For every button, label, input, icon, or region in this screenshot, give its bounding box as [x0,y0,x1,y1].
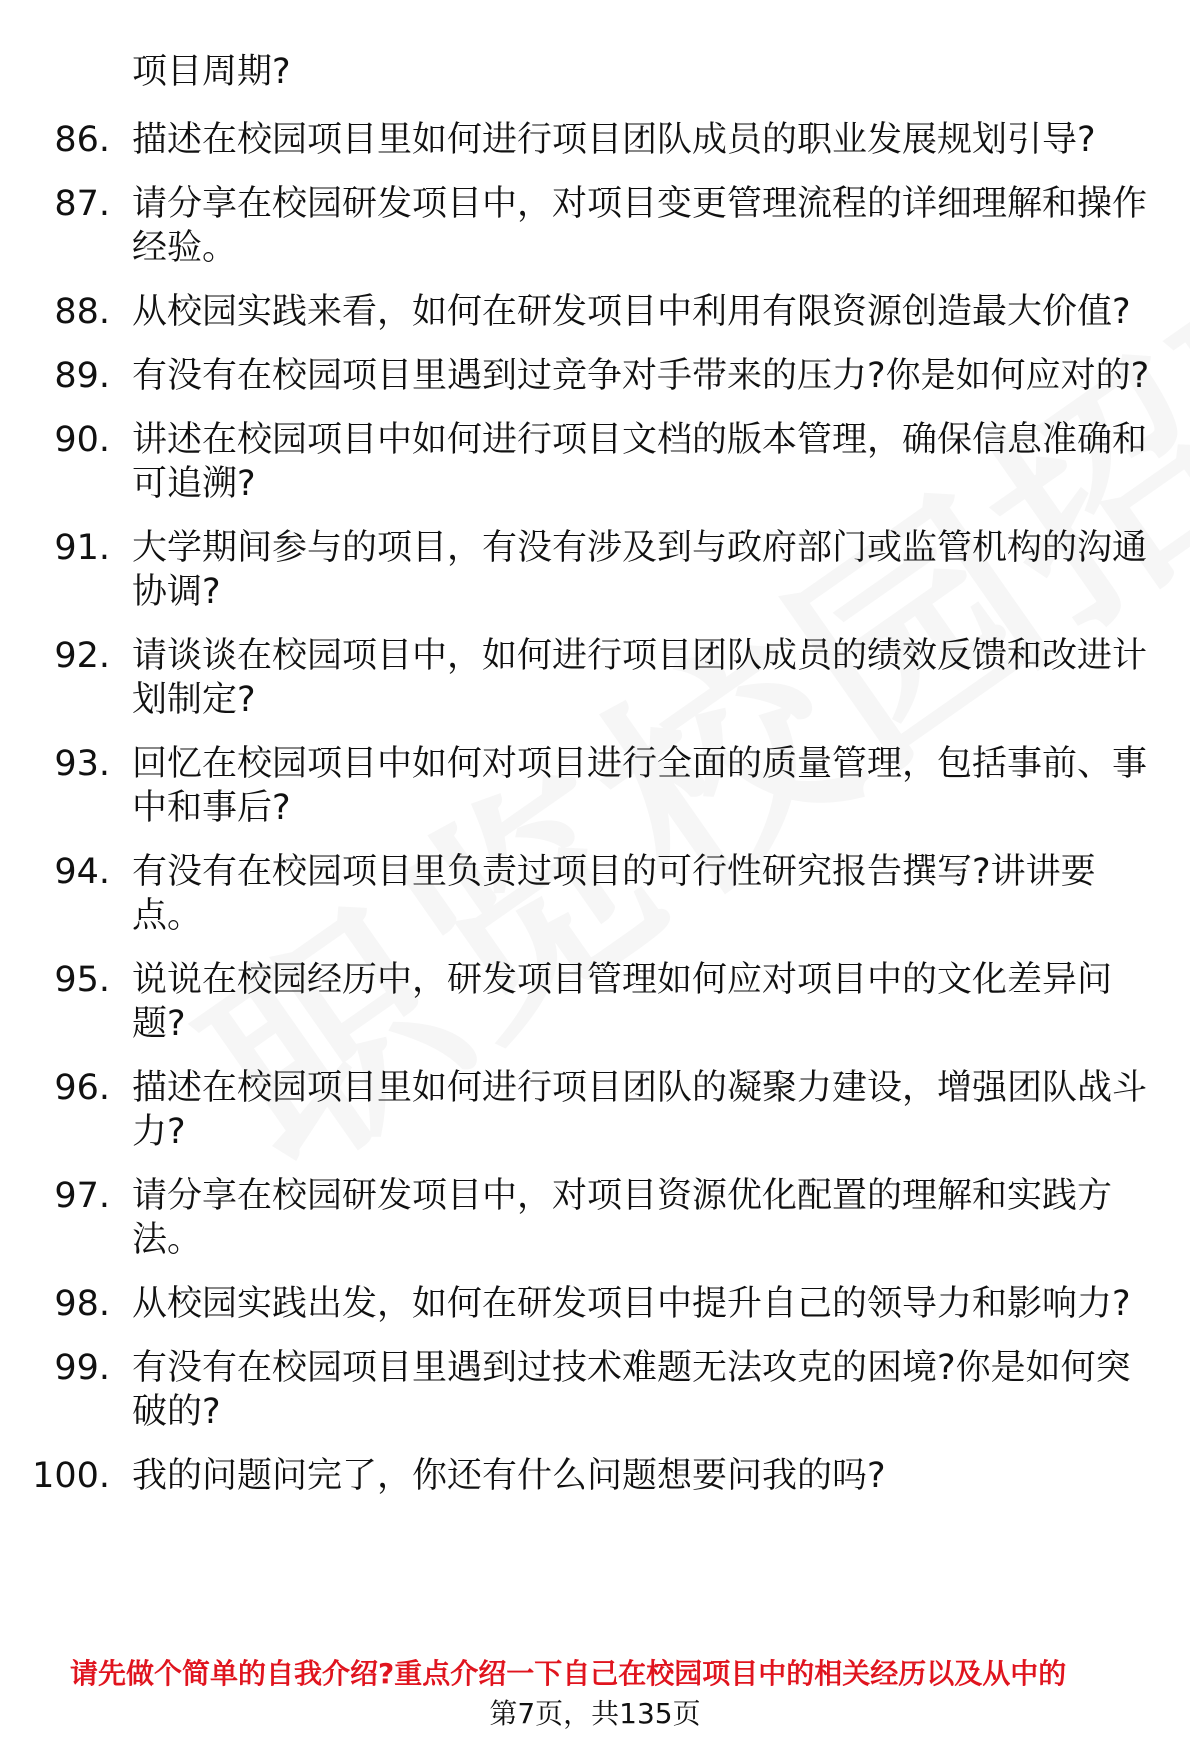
list-item [30,1454,1160,1498]
question-text: 请分享在校园研发项目中，对项目变更管理流程的详细理解和操作经验。 [132,184,1148,268]
question-number: 88. [54,292,110,332]
list-item [30,290,1160,334]
question-text: 请谈谈在校园项目中，如何进行项目团队成员的绩效反馈和改进计划制定? [132,636,1148,720]
question-text: 有没有在校园项目里遇到过竞争对手带来的压力?你是如何应对的? [132,356,1150,396]
list-item [30,634,1160,722]
question-text: 有没有在校园项目里负责过项目的可行性研究报告撰写?讲讲要点。 [132,852,1096,936]
question-number: 97. [54,1176,110,1216]
list-item [30,958,1160,1046]
question-number: 92. [54,636,110,676]
list-item [30,1066,1160,1154]
question-number: 89. [54,356,110,396]
question-text: 有没有在校园项目里遇到过技术难题无法攻克的困境?你是如何突破的? [132,1348,1131,1432]
list-item [30,850,1160,938]
question-number: 93. [54,744,110,784]
question-number: 99. [54,1348,110,1388]
question-number: 90. [54,420,110,460]
question-text: 我的问题问完了，你还有什么问题想要问我的吗? [132,1456,886,1496]
question-number: 86. [54,120,110,160]
list-item [30,418,1160,506]
list-item [30,1346,1160,1434]
list-item [30,1282,1160,1326]
question-number: 91. [54,528,110,568]
question-number: 94. [54,852,110,892]
question-number: 95. [54,960,110,1000]
question-text: 描述在校园项目里如何进行项目团队的凝聚力建设，增强团队战斗力? [132,1068,1148,1152]
question-text: 描述在校园项目里如何进行项目团队成员的职业发展规划引导? [132,120,1096,160]
question-list [30,118,1160,1518]
list-item [30,354,1160,398]
question-text: 从校园实践出发，如何在研发项目中提升自己的领导力和影响力? [132,1284,1131,1324]
question-text: 从校园实践来看，如何在研发项目中利用有限资源创造最大价值? [132,292,1131,332]
question-number: 96. [54,1068,110,1108]
question-text: 回忆在校园项目中如何对项目进行全面的质量管理，包括事前、事中和事后? [132,744,1148,828]
list-item [30,1174,1160,1262]
question-text: 请分享在校园研发项目中，对项目资源优化配置的理解和实践方法。 [132,1176,1113,1260]
list-item [30,526,1160,614]
question-text: 说说在校园经历中，研发项目管理如何应对项目中的文化差异问题? [132,960,1113,1044]
list-item [30,182,1160,270]
question-text: 讲述在校园项目中如何进行项目文档的版本管理，确保信息准确和可追溯? [132,420,1148,504]
page-indicator: 第7页，共135页 [489,1697,701,1730]
list-item [30,742,1160,830]
question-text: 大学期间参与的项目，有没有涉及到与政府部门或监管机构的沟通协调? [132,528,1148,612]
question-number: 100. [32,1456,110,1496]
list-item [30,118,1160,162]
continued-question-text: 项目周期? [132,52,291,92]
question-number: 87. [54,184,110,224]
footer-highlight-link[interactable]: 请先做个简单的自我介绍?重点介绍一下自己在校园项目中的相关经历以及从中的 [70,1657,1067,1690]
question-number: 98. [54,1284,110,1324]
